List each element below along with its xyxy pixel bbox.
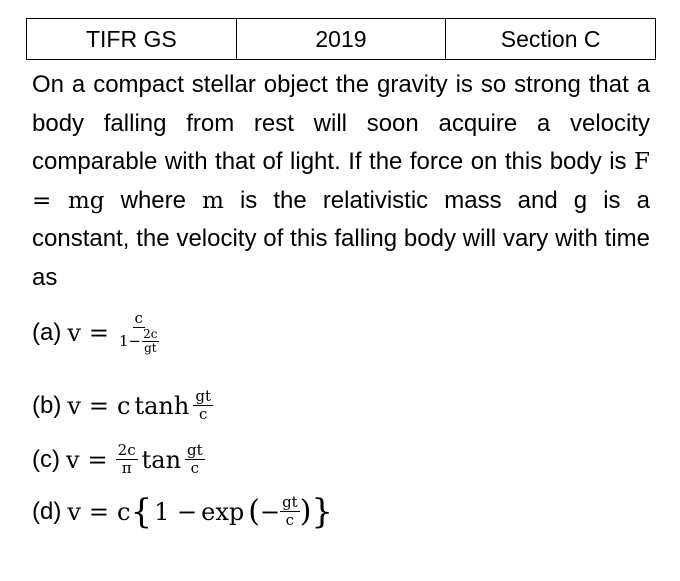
option-d-fraction [280,494,300,530]
option-c [32,442,205,478]
option-a [32,310,161,356]
mass-symbol: m [202,187,224,214]
option-a-equals: = [88,318,110,347]
header-section: Section C [446,19,656,60]
option-b-fraction [193,388,213,424]
option-d-denominator: c [285,511,295,530]
option-d-coefficient: c [117,497,131,526]
question-part1: On a compact stellar object the gravity is so strong that a body falling from rest will soon acquire a velocity comparable with that of light. If the force on this body is [32,71,650,175]
option-b-label: (b) [32,391,62,419]
option-c-coef-fraction [116,442,138,478]
option-b-coefficient: c [117,391,131,420]
option-b [32,388,213,424]
option-b-equals: = [88,391,110,420]
option-b-function: tanh [134,391,190,420]
option-a-inner-fraction [142,328,158,355]
option-d-close-brace: } [311,491,334,532]
option-d-open-paren: ( [248,493,260,529]
option-d-close-paren: ) [299,493,312,529]
option-c-numerator: gt [187,441,203,459]
option-d-function: exp [201,497,245,526]
option-a-den-one: 1− [119,332,142,351]
option-b-lhs: v [67,391,81,420]
option-d-numerator: gt [282,493,298,511]
header-year: 2019 [236,19,446,60]
option-a-numerator: c [134,309,143,327]
option-d-minus: − [259,497,281,526]
option-a-fraction [117,310,160,356]
header-table [26,18,656,60]
question-part2: where [104,186,203,214]
force-formula: F = mg [32,149,650,214]
option-c-coef-denominator: π [121,459,132,478]
option-d-one-minus: 1 − [154,497,198,526]
option-a-label: (a) [32,318,62,346]
option-d-open-brace: { [130,491,153,532]
option-d-equals: = [88,497,110,526]
header-exam: TIFR GS [27,19,237,60]
option-a-denominator [117,328,160,355]
option-d-label: (d) [32,497,62,525]
option-a-lhs: v [67,318,81,347]
option-c-label: (c) [32,445,60,473]
option-c-equals: = [87,445,108,474]
option-d [32,491,334,532]
option-c-lhs: v [65,445,80,474]
option-c-denominator: c [190,459,200,478]
question-part3: is the relativistic mass and g is a constant, the velocity of this falling body will vary with time as [32,186,650,291]
option-a-inner-num: 2c [143,327,158,342]
option-d-lhs: v [67,497,81,526]
option-c-fraction [185,442,205,478]
option-c-coef-numerator: 2c [117,441,136,459]
question-text [32,66,650,297]
option-c-function: tan [141,445,182,474]
option-b-denominator: c [198,405,208,424]
option-a-inner-den: gt [144,341,157,356]
option-b-numerator: gt [195,387,211,405]
